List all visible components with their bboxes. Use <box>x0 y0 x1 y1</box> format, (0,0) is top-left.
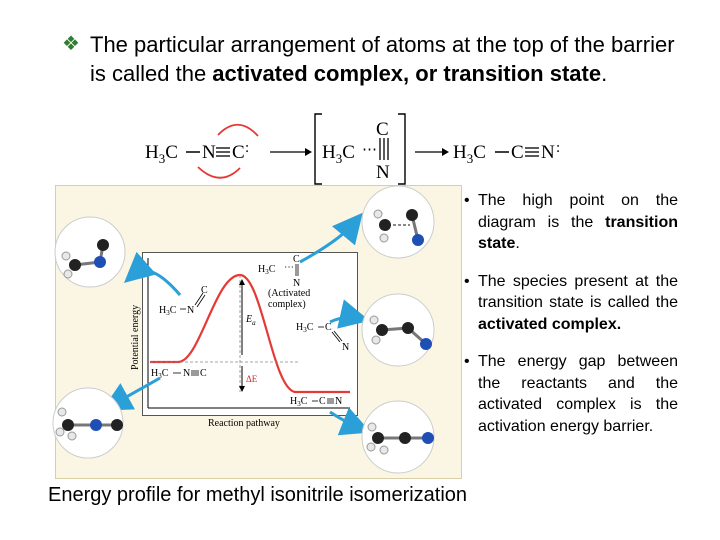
product-n: N <box>541 142 555 163</box>
model-reactant <box>53 388 123 458</box>
complex-h3c: $H_3C$ <box>322 142 355 166</box>
arrow-to-left-bent-model <box>133 271 180 296</box>
model-right-bent <box>362 294 434 366</box>
complex-n: N <box>376 162 390 183</box>
reactant-structure-n: N <box>183 368 191 379</box>
model-product <box>362 401 434 473</box>
diamond-bullet-icon: ❖ <box>62 33 80 55</box>
figure-caption: Energy profile for methyl isonitrile isomerization <box>48 484 468 506</box>
activated-complex-label-2: complex) <box>268 299 306 310</box>
svg-text:C: C <box>200 368 207 379</box>
top-structure-h3c: $H_3C$ <box>258 264 276 276</box>
arrow-to-product-model <box>330 412 360 428</box>
delta-e-label: ΔE <box>246 374 258 384</box>
svg-text::: : <box>245 140 250 156</box>
complex-dots: ⋯ <box>362 142 377 158</box>
product-structure-n: N <box>335 396 343 407</box>
svg-text:C: C <box>201 285 208 296</box>
bullet-activated-complex: • The species present at the transition state is called the activated complex. <box>464 272 678 333</box>
product-structure-h3c: $H_3C$ <box>290 396 308 408</box>
bullet-activation-energy: • The energy gap between the reactants and the activated complex is the activation energy barrier. <box>464 353 678 435</box>
svg-text:C: C <box>319 396 326 407</box>
right-structure-h3c: $H_3C$ <box>296 322 314 334</box>
reactant-n: N <box>202 142 216 163</box>
title-text: The particular arrangement of atoms at the top of the barrier is called the activated complex, or transition state. <box>90 32 675 86</box>
title-bold-term: activated complex, or transition state <box>212 61 602 86</box>
complex-c: C <box>376 119 389 140</box>
x-axis-label: Reaction pathway <box>208 418 280 429</box>
arrow-to-reactant-model <box>112 378 160 405</box>
reactant-c: C <box>232 142 245 163</box>
svg-text:⋯: ⋯ <box>284 262 294 273</box>
ea-label: $E_a$ <box>246 314 256 327</box>
product-h3c: $H_3C$ <box>453 142 486 166</box>
bullet-dot-icon: • <box>464 353 470 370</box>
model-left-bent <box>55 217 125 287</box>
model-activated-complex <box>362 186 434 258</box>
explanation-bullets <box>462 190 678 453</box>
top-structure-c: C <box>293 254 300 265</box>
reactant-h3c: $H_3C$ <box>145 142 178 166</box>
arrow-to-complex-model <box>300 222 355 262</box>
nitrogen-atom-icon <box>94 256 106 268</box>
left-structure-n: N <box>187 305 195 316</box>
bullet-dot-icon: • <box>464 272 470 290</box>
y-axis-label: Potential energy <box>130 304 141 370</box>
right-structure-n: N <box>342 342 350 353</box>
reactant-structure-h3c: $H_3C$ <box>151 368 169 380</box>
bullet-transition-state: • The high point on the diagram is the transition state. <box>464 192 678 252</box>
top-structure-n: N <box>293 278 301 289</box>
activated-complex-label-1: (Activated <box>268 288 311 299</box>
right-structure-c: C <box>325 322 332 333</box>
arrow-to-right-bent-model <box>330 317 358 322</box>
product-c: C <box>511 142 524 163</box>
svg-text::: : <box>556 140 561 156</box>
bullet-dot-icon: • <box>464 192 470 209</box>
left-structure-h3c: $H_3C$ <box>159 305 177 317</box>
